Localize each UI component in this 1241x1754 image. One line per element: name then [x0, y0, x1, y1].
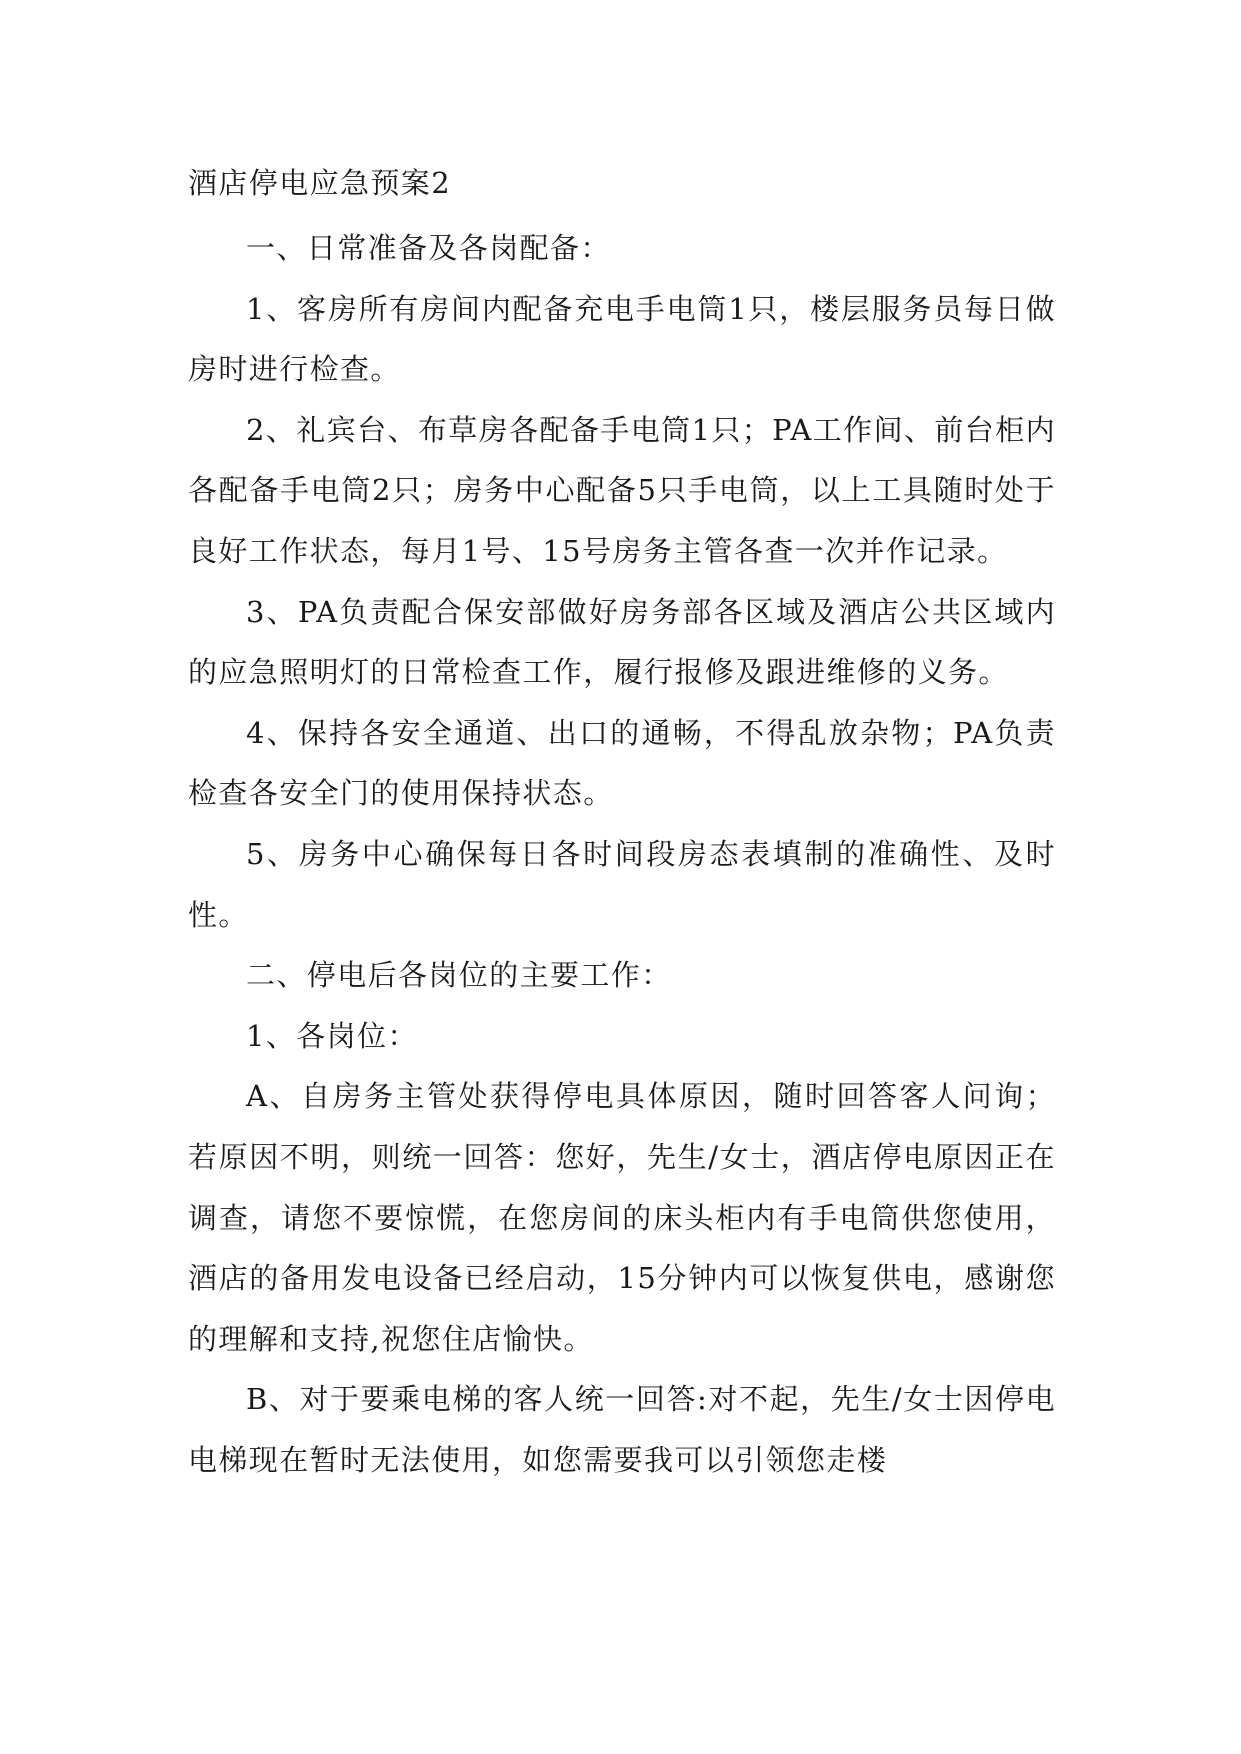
document-title: 酒店停电应急预案2	[188, 166, 452, 200]
section-heading-after-outage: 二、停电后各岗位的主要工作：	[246, 958, 672, 993]
paragraph-item-4: 4、保持各安全通道、出口的通畅，不得乱放杂物；PA负责检查各安全门的使用保持状态。	[188, 715, 1056, 811]
paragraph-item-1: 1、客房所有房间内配备充电手电筒1只，楼层服务员每日做房时进行检查。	[188, 291, 1056, 387]
document-body	[188, 158, 1056, 1490]
paragraph-item-a: A、自房务主管处获得停电具体原因，随时回答客人问询；若原因不明，则统一回答：您好，先生/女士，酒店停电原因正在调查，请您不要惊慌，在您房间的床头柜内有手电筒供您使用，酒店的备用发电设备已经启动，15分钟内可以恢复供电，感谢您的理解和支持,祝您住店愉快。	[188, 1079, 1056, 1356]
section-heading-daily-preparation: 一、日常准备及各岗配备：	[246, 231, 611, 265]
subheading-all-posts: 1、各岗位：	[246, 1018, 418, 1053]
paragraph-item-b: B、对于要乘电梯的客人统一回答:对不起，先生/女士因停电电梯现在暂时无法使用，如您需要我可以引领您走楼	[188, 1382, 1056, 1477]
paragraph-item-2: 2、礼宾台、布草房各配备手电筒1只；PA工作间、前台柜内各配备手电筒2只；房务中心配备5只手电筒，以上工具随时处于良好工作状态，每月1号、15号房务主管各查一次并作记录。	[188, 412, 1056, 568]
paragraph-item-3: 3、PA负责配合保安部做好房务部各区域及酒店公共区域内的应急照明灯的日常检查工作，履行报修及跟进维修的义务。	[188, 594, 1056, 690]
paragraph-item-5: 5、房务中心确保每日各时间段房态表填制的准确性、及时性。	[188, 836, 1056, 932]
